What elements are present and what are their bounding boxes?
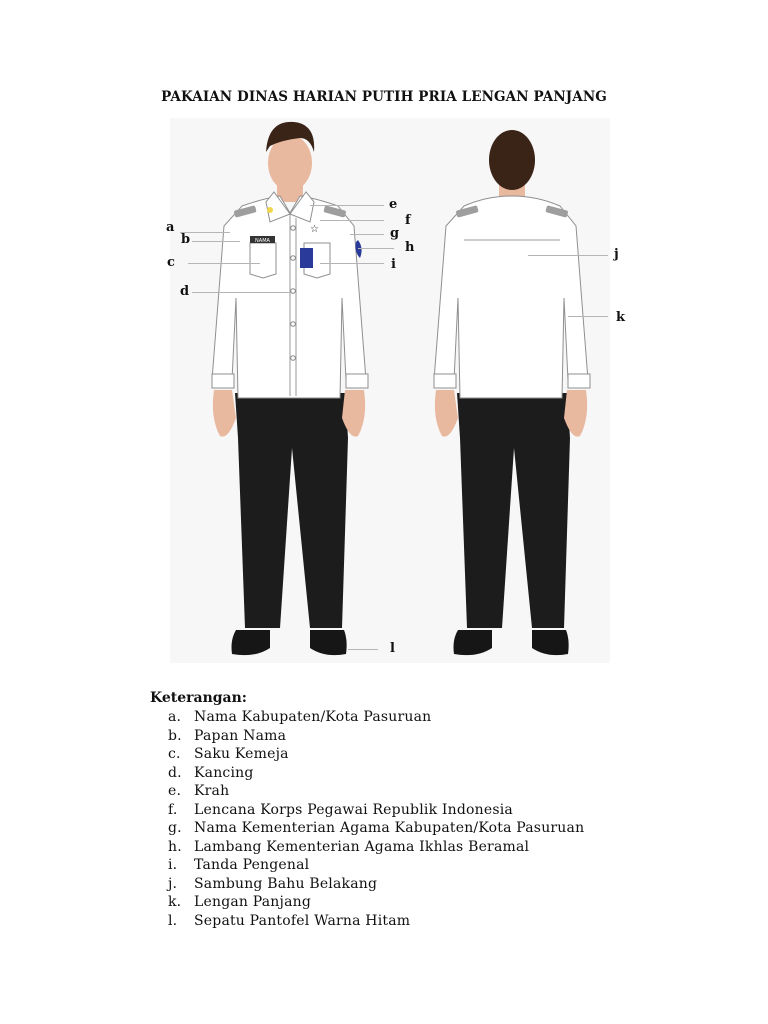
legend-item bbox=[150, 745, 670, 764]
leader-g bbox=[350, 234, 384, 235]
callout-i: i bbox=[391, 257, 396, 272]
legend-text: Nama Kabupaten/Kota Pasuruan bbox=[194, 709, 432, 725]
legend-item bbox=[150, 838, 670, 857]
legend-item bbox=[150, 708, 670, 727]
legend-text: Saku Kemeja bbox=[194, 746, 289, 762]
legend-letter: e. bbox=[168, 783, 182, 799]
legend-text: Nama Kementerian Agama Kabupaten/Kota Pasuruan bbox=[194, 820, 585, 836]
legend-letter: g. bbox=[168, 820, 182, 836]
leader-d bbox=[192, 292, 290, 293]
leader-i bbox=[320, 263, 384, 264]
legend-text: Papan Nama bbox=[194, 727, 287, 744]
legend-text: Lencana Korps Pegawai Republik Indonesia bbox=[194, 801, 513, 818]
legend-text: Krah bbox=[194, 783, 230, 799]
leader-f bbox=[320, 220, 384, 221]
leader-j bbox=[528, 255, 608, 256]
legend-text: Sambung Bahu Belakang bbox=[194, 875, 378, 892]
legend-letter: d. bbox=[168, 764, 182, 781]
callout-b: b bbox=[181, 232, 191, 247]
callout-d: d bbox=[180, 284, 190, 299]
legend bbox=[150, 690, 670, 930]
legend-text: Kancing bbox=[194, 764, 254, 781]
callout-e: e bbox=[389, 197, 398, 212]
name-tag-text: NAMA bbox=[255, 238, 270, 244]
legend-letter: k. bbox=[168, 894, 182, 910]
legend-letter: f. bbox=[168, 801, 178, 818]
callout-a: a bbox=[166, 220, 175, 235]
callout-c: c bbox=[167, 255, 175, 270]
legend-item bbox=[150, 727, 670, 746]
legend-text: Sepatu Pantofel Warna Hitam bbox=[194, 912, 411, 929]
legend-item bbox=[150, 893, 670, 912]
legend-letter: h. bbox=[168, 838, 182, 855]
leader-k bbox=[568, 316, 608, 317]
callout-l: l bbox=[390, 641, 395, 656]
legend-letter: a. bbox=[168, 709, 182, 725]
legend-item bbox=[150, 782, 670, 801]
legend-letter: l. bbox=[168, 912, 178, 929]
legend-heading: Keterangan: bbox=[150, 690, 247, 706]
legend-item bbox=[150, 801, 670, 820]
legend-item bbox=[150, 856, 670, 875]
legend-item bbox=[150, 912, 670, 931]
leader-l bbox=[348, 649, 378, 650]
legend-list bbox=[150, 708, 670, 930]
back-figure bbox=[434, 130, 590, 655]
legend-letter: i. bbox=[168, 857, 178, 873]
callout-j: j bbox=[614, 247, 619, 262]
leader-h bbox=[358, 248, 394, 249]
leader-c bbox=[188, 263, 260, 264]
leader-b bbox=[192, 241, 240, 242]
legend-text: Tanda Pengenal bbox=[194, 857, 310, 873]
legend-item bbox=[150, 875, 670, 894]
callout-g: g bbox=[390, 226, 400, 241]
callout-h: h bbox=[405, 240, 415, 255]
legend-item bbox=[150, 764, 670, 783]
legend-text: Lambang Kementerian Agama Ikhlas Beramal bbox=[194, 838, 530, 855]
legend-letter: b. bbox=[168, 727, 182, 744]
legend-text: Lengan Panjang bbox=[194, 894, 311, 910]
callout-f: f bbox=[405, 213, 411, 228]
legend-letter: j. bbox=[168, 875, 178, 892]
page-title: PAKAIAN DINAS HARIAN PUTIH PRIA LENGAN PANJANG bbox=[161, 89, 607, 105]
callout-k: k bbox=[616, 310, 626, 325]
front-figure bbox=[212, 122, 368, 655]
legend-item bbox=[150, 819, 670, 838]
svg-text:☆: ☆ bbox=[310, 224, 319, 235]
legend-letter: c. bbox=[168, 746, 181, 762]
leader-e bbox=[310, 205, 384, 206]
